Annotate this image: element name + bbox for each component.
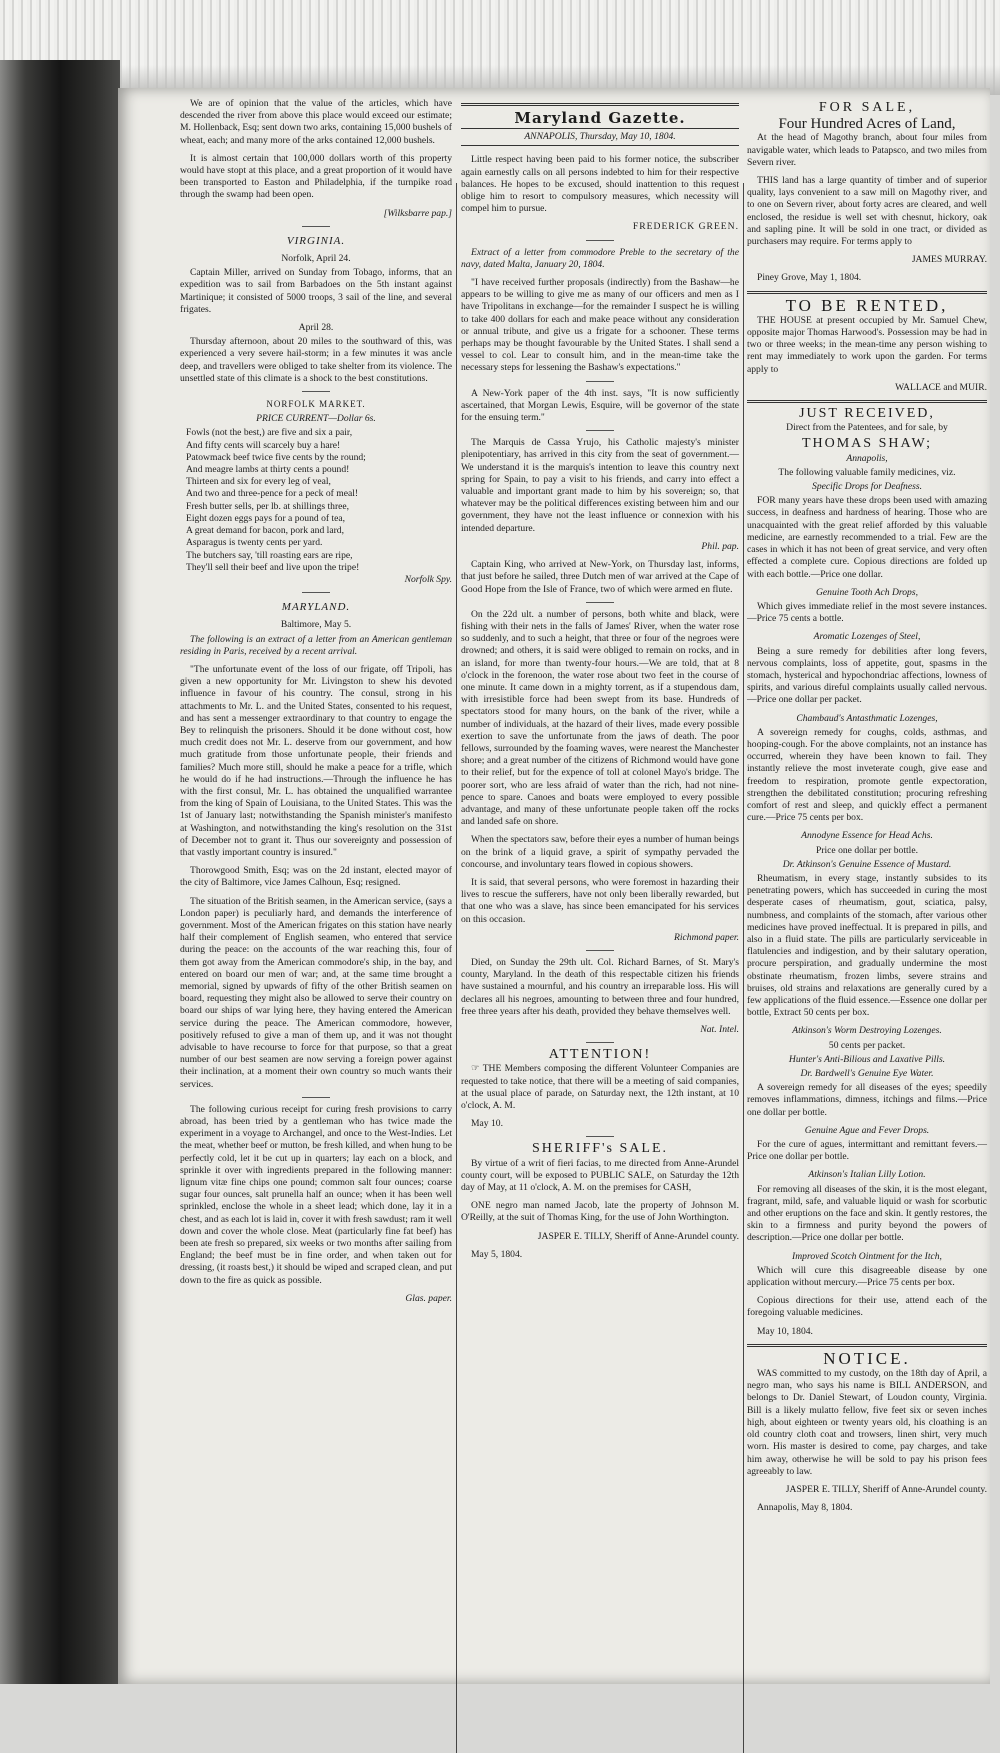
sale-location: At the head of Magothy branch, about four miles from navigable water, which leads to Patapsco, and two miles from Severn river. — [747, 132, 987, 168]
dateline-baltimore: Baltimore, May 5. — [280, 619, 352, 631]
masthead: Maryland Gazette. — [514, 109, 686, 127]
medicine-heading: Genuine Tooth Ach Drops, — [816, 586, 918, 598]
separator — [302, 592, 330, 593]
notice-runaway: WAS committed to my custody, on the 18th day of April, a negro man, who says his name is BILL ANDERSON, and belongs to Dr. Daniel Stewart, of Loudon county, Virginia. Bill is a likely mulatto fellow, five feet six or seven inches high, about eighteen or twenty years old, his cloathing is an old country cloth coat and trowsers, linen shirt, very much worn. His master is desired to come, pay charges, and take him away, otherwise he will be sold to pay his prison fees agreeably to law. — [747, 1368, 987, 1477]
article-arks: We are of opinion that the value of the articles, which have descended the river from above this place would exceed our estimate; M. Hollenback, Esq; sent down two arks, containing 15,000 bushels of wheat, each; and many more of the arks contained 12,000 bushels. — [180, 98, 452, 146]
verse-line: They'll sell their beef and live upon the tripe! — [186, 561, 360, 573]
medicines-footer: Copious directions for their use, attend each of the foregoing valuable medicines. — [747, 1295, 987, 1319]
article-new-york: A New-York paper of the 4th inst. says, "It is now sufficiently ascertained, that Morgan Lewis, Esquire, will be governor of the state for the ensuing term." — [461, 387, 739, 424]
article-yrujo: The Marquis de Cassa Yrujo, his Catholic majesty's minister plenipotentiary, has arrived in this city from the seat of government.—We understand it is the marquis's intention to leave this country next spring for Spain, to pay a visit to his friends, and carry into effect a valuable and important grant made to him by his sovereign; so, that whatever may be the political differences existing between him and our government, they have not the least influence or connexion with his intended departure. — [461, 437, 739, 534]
separator — [586, 1136, 614, 1137]
article-spectators: When the spectators saw, before their eyes a number of human beings on the brink of a liquid grave, a spirit of sympathy pervaded the concourse, and involuntary tears flowed in copious showers. — [461, 834, 739, 870]
medicine-heading: Annodyne Essence for Head Achs. — [801, 830, 933, 842]
medicine-heading: Improved Scotch Ointment for the Itch, — [792, 1250, 942, 1262]
signature-murray: JAMES MURRAY. — [911, 254, 987, 266]
separator — [586, 430, 614, 431]
article-james-river: On the 22d ult. a number of persons, both white and black, were fishing with their nets in the falls of James' River, when the water rose so suddenly, and to such a height, that three or four of the negroes were drowned; and others, it is said were obliged to remain on rocks, and in an island, for more than twenty-four hours.—We are told, that at 8 o'clock in the forenoon, the water rose about two feet in the course of one minute. It came down in a mighty torrent, as if a stupendous dam, with irresistible force had been swept from its base. Hundreds of spectators stood for many hours, on the bank of the river, while a number of individuals, at the hazard of their lives, made every possible exertion to save the unfortunate from the jaws of death. The poor fellows, surrounded by the foaming waves, were nearest the Manchester shore; and a great number of the citizens of Richmond would have gone to their relief, but for the expence of toll at colonel Mayo's bridge. The poorer sort, who are less afraid of water than the rich, had not nine-pence to spare. Canoes and boats were employed to every possible advantage, and many of these unfortunate people taken off the rocks and landed safe on shore. — [461, 608, 739, 828]
column-1 — [180, 98, 452, 1311]
column-3 — [747, 98, 987, 1520]
newspaper-page — [118, 88, 990, 1684]
article-preble: "I have received further proposals (indirectly) from the Bashaw—he appears to be willing to give me as many of our officers and men as I have Tripolitans in exchange—for the remainder I suspect he is willing to take 400 dollars for each and make peace without any consideration or annual tribute, and give us a frigate for a schooner. These terms perhaps may be thought favourable by the United States. I shall send a vessel to col. Lear to consult him, and in the mean-time take the necessary steps for lessening the Bashaw's expectations." — [461, 277, 739, 374]
heading-notice: NOTICE. — [823, 1348, 911, 1368]
heading-sheriff-sale: SHERIFF's SALE. — [532, 1141, 668, 1157]
verse-line: Patowmack beef twice five cents by the round; — [186, 451, 366, 463]
medicine-text: Being a sure remedy for debilities after long fevers, nervous complaints, loss of appetite, gout, spasms in the stomach, hysterical and hypochondriac affections, lowness of spirits, and various direful complaints usually called nervous.—Price one dollar per packet. — [747, 645, 987, 706]
medicine-heading: Aromatic Lozenges of Steel, — [813, 631, 921, 643]
signature-tilly: JASPER E. TILLY, Sheriff of Anne-Arundel county. — [785, 1483, 987, 1495]
article-seamen: The situation of the British seamen, in the American service, (says a London paper) is peculiarly hard, and demands the interference of government. Most of the American frigates on this station have nearly half their complement of English seamen, who entered that service during the peace: on the accounts of the war reaching this, four of them got away from the American commodore's ship, in the bay, and entered on board our men of war; and, at the same time brought a memorial, signed by upwards of fifty of the other British seamen on board, requesting they might also be allowed to serve their country on board our ships of war lying here, they having entered the American service during the peace. The American commodore, however, positively refused to give a man of them up, and it was not thought advisable to have recourse to force for that purpose, so that a great number of our best seamen are now serving a foreign power against their inclination, at a moment their own country so much wants their services. — [180, 895, 452, 1090]
masthead-rule — [461, 103, 739, 106]
article-hailstorm: Thursday afternoon, about 20 miles to the southward of this, was experienced a very severe hail-storm; in a few minutes it was ancle deep, and travellers were obliged to take shelter from its violence. The unsettled state of this climate is a shock to the best constitutions. — [180, 336, 452, 384]
source-nat-intel: Nat. Intel. — [700, 1024, 739, 1035]
market-verse — [180, 427, 452, 573]
medicine-heading: Genuine Ague and Fever Drops. — [804, 1124, 930, 1136]
rent-description: THE HOUSE at present occupied by Mr. Samuel Chew, opposite major Thomas Harwood's. Possession may be had in two or three weeks; in the mean-time any person wishing to rent may immediately to work upon the garden. For terms apply to — [747, 314, 987, 375]
column-2 — [461, 98, 739, 1267]
medicine-text: For the cure of agues, intermittant and remittant fevers.—Price one dollar per bottle. — [747, 1139, 987, 1163]
separator — [586, 602, 614, 603]
medicines-date: May 10, 1804. — [757, 1325, 813, 1337]
separator — [302, 226, 330, 227]
signature-tilly: JASPER E. TILLY, Sheriff of Anne-Arundel county. — [537, 1230, 739, 1242]
medicine-text: For removing all diseases of the skin, it is the most elegant, fragrant, mild, safe, and valuable liquid or wash for scorbutic and other eruptions on the face and skin. It gently restores, the skin to a firmness and purity beyond the powers of description.—Price one dollar per bottle. — [747, 1183, 987, 1244]
source-norfolk-spy: Norfolk Spy. — [404, 573, 452, 585]
verse-line: And meagre lambs at thirty cents a pound! — [186, 464, 350, 476]
column-rule-2 — [743, 183, 744, 1753]
ad-rule — [747, 291, 987, 294]
verse-line: Thirteen and six for every leg of veal, — [186, 476, 331, 488]
extract-heading: Extract of a letter from commodore Preble to the secretary of the navy, dated Malta, January 20, 1804. — [461, 246, 739, 270]
separator — [586, 381, 614, 382]
verse-line: Asparagus is twenty cents per yard. — [186, 537, 323, 549]
heading-to-be-rented: TO BE RENTED, — [785, 295, 949, 315]
medicine-text: Price one dollar per bottle. — [815, 844, 919, 856]
separator — [586, 1042, 614, 1043]
medicine-heading: Dr. Atkinson's Genuine Essence of Mustard. — [782, 858, 952, 870]
medicine-text: Which gives immediate relief in the most severe instances.—Price 75 cents a bottle. — [747, 600, 987, 625]
signature-green: FREDERICK GREEN. — [632, 221, 739, 233]
medicine-text: 50 cents per packet. — [828, 1039, 906, 1051]
verse-line: A great demand for bacon, pork and lard, — [186, 525, 344, 537]
dateline-annapolis: ANNAPOLIS, Thursday, May 10, 1804. — [461, 128, 739, 146]
sale-description: THIS land has a large quantity of timber and of superior quality, lays convenient to a saw mill on Magothy river, and to one on Severn river, about forty acres are cleared, and well enclosed, the residue is well set with chesnut, hickory, oak and sapling pine. It will be sold in one tract, or divided as purchasers may require. For terms apply to — [747, 175, 987, 248]
article-tripoli: "The unfortunate event of the loss of our frigate, off Tripoli, has given a new opportunity for Mr. Livingston to shew his devoted influence in favour of his country. The consul, strong in his attachments to Mr. L. and the United States, consented to his request, and has sent a messenger extraordinary to that country to engage the Bey to relinquish the prisoners. Should it be done without cost, how much credit does not Mr. L. deserve from our government, and how much gratitude from those unfortunate people, their friends and families? Much more still, should he make a peace for a trifle, which he would do if he had instructions.—Through the influence he has with the first consul, Mr. L. has obtained the unqualified warrantee from the king of Spain of Louisiana, to the United States. This was the 1st of January last; notwithstanding the Spanish minister's manifesto at Washington, and notwithstanding the king's resolution on the 31st of December not to grant it. Thus our sovereignty and possession of that vastly important country is insured." — [180, 663, 452, 858]
ad-rule — [747, 1344, 987, 1347]
separator — [302, 391, 330, 392]
sheriff-sale-terms: By virtue of a writ of fieri facias, to me directed from Anne-Arundel county court, will be exposed to PUBLIC SALE, on Saturday the 12th day of May, at 11 o'clock, A. M. on the premises for CASH, — [461, 1157, 739, 1194]
medicine-heading: Dr. Bardwell's Genuine Eye Water. — [800, 1068, 934, 1080]
article-barnes: Died, on Sunday the 29th ult. Col. Richard Barnes, of St. Mary's county, Maryland. In the death of this respectable citizen his friends have sustained a mournful, and his country an irreparable loss. His will declares all his negroes, amounting to between three and four hundred, free three years after his death, provided they behave themselves well. — [461, 956, 739, 1017]
merchant-name: THOMAS SHAW; — [801, 436, 933, 452]
source-wilksbarre: [Wilksbarre pap.] — [383, 207, 452, 219]
article-mayor: Thorowgood Smith, Esq; was on the 2d instant, elected mayor of the city of Baltimore, vice James Calhoun, Esq; resigned. — [180, 865, 452, 889]
scan-top-edge — [0, 0, 1000, 95]
letter-intro: The following is an extract of a letter from an American gentleman residing in Paris, received by a recent arrival. — [180, 633, 452, 657]
heading-virginia: VIRGINIA. — [286, 234, 346, 247]
article-expedition: Captain Miller, arrived on Sunday from Tobago, informs, that an expedition was to sail from Barbadoes on the 5th instant against Martinique; it consisted of 5000 troops, 3 sail of the line, and several frigates. — [180, 267, 452, 315]
verse-line: The butchers say, 'till roasting ears are ripe, — [186, 549, 353, 561]
subheading-land: Four Hundred Acres of Land, — [778, 116, 956, 133]
sheriff-sale-item: ONE negro man named Jacob, late the property of Johnson M. O'Reilly, at the suit of Thomas King, for the use of John Worthington. — [461, 1200, 739, 1224]
heading-norfolk-market: NORFOLK MARKET. — [266, 399, 366, 410]
heading-just-received: JUST RECEIVED, — [799, 406, 935, 422]
ad-rule — [747, 400, 987, 403]
verse-line: Eight dozen eggs pays for a pound of tea, — [186, 512, 346, 524]
sale-date: Piney Grove, May 1, 1804. — [757, 272, 862, 284]
notice-date: Annapolis, May 8, 1804. — [757, 1502, 853, 1514]
medicine-heading: Atkinson's Italian Lilly Lotion. — [808, 1169, 926, 1181]
separator — [302, 1097, 330, 1098]
source-phil-pap: Phil. pap. — [701, 540, 739, 552]
verse-line: Fresh butter sells, per lb. at shillings three, — [186, 500, 350, 512]
article-arks-cont: It is almost certain that 100,000 dollars worth of this property would have stopt at this place, and a great proportion of it would have been transported to Easton and Philadelphia, if the turnpike road through the swamp had been open. — [180, 152, 452, 201]
notice-green: Little respect having been paid to his former notice, the subscriber again earnestly calls on all persons indebted to him for their respective balances. He hopes to be excused, should inattention to this request oblige him to resort to compulsory measures, which necessity will compel him to pursue. — [461, 154, 739, 215]
medicine-text: Rheumatism, in every stage, instantly subsides to its penetrating powers, which has succeeded in curing the most desperate cases of rheumatism, gout, sciatica, palsy, numbness, and complaints of the stomach, after various other medicines have proved ineffectual. It is prepared in pills, and also in a fluid state. The pills are particularly serviceable in flatulencies and indigestion, and by their salutary operation, procure perspiration, and gradually undermine the most obstinate rheumatism, frozen limbs, severe strains and bruises, old strains and relaxations are generally cured by a few applications of the fluid essence.—Essence one dollar per bottle, Extract 50 cents per box. — [747, 872, 987, 1019]
article-rewarded: It is said, that several persons, who were foremost in hazarding their lives to rescue the sufferers, have not only been liberally rewarded, but that one who was a slave, has since been emancipated for his services on this occasion. — [461, 876, 739, 925]
medicine-text: A sovereign remedy for all diseases of the eyes; speedily removes inflammations, dimness, itchings and films.—Price one dollar per bottle. — [747, 1082, 987, 1118]
medicine-text: Which will cure this disagreeable disease by one application without mercury.—Price 75 cents per box. — [747, 1264, 987, 1289]
article-receipt: The following curious receipt for curing fresh provisions to carry abroad, has been tried by a gentleman who has twice made the experiment in a voyage to Archangel, and once to the West-Indies. Let the meat, whether beef or mutton, be fresh killed, and when hung to be perfectly cold, let it be cut up in quarters; lay each on a block, and sprinkle it over with ingredients prepared in the following manner: lignum vitæ fine chips one pound; common salt four ounces; coarse sugar four ounces, salt prunella half an ounce; when it has been well sprinkled, enclose the whole in a sheet lead; which done, lay it in a chest, and as each lot is laid in, cover it with fresh sawdust; ram it well down and cover the whole close. Meat (particularly fine fat beef) has been ate fresh so prepared, six weeks or two months after sailing from England; the beef must be in fine order, and when taken out for dressing, (it roasts best,) it should be wiped and scraped clean, and put down to the fire as quick as possible. — [180, 1103, 452, 1286]
attention-date: May 10. — [471, 1118, 503, 1130]
sheriff-sale-date: May 5, 1804. — [471, 1248, 523, 1260]
medicine-heading: Atkinson's Worm Destroying Lozenges. — [792, 1025, 942, 1037]
notice-volunteers: ☞ THE Members composing the different Volunteer Companies are requested to take notice, that there will be a meeting of said companies, at the usual place of parade, on Saturday next, the 12th instant, at 10 o'clock, A. M. — [461, 1063, 739, 1112]
heading-maryland: MARYLAND. — [281, 601, 351, 614]
medicine-heading: Specific Drops for Deafness. — [812, 481, 922, 493]
heading-for-sale: FOR SALE, — [818, 100, 916, 115]
book-binding — [0, 60, 120, 1684]
medicines-intro: The following valuable family medicines, viz. — [778, 466, 956, 478]
price-current: PRICE CURRENT—Dollar 6s. — [256, 413, 376, 425]
verse-line: And two and three-pence for a peck of meal! — [186, 488, 359, 500]
heading-attention: ATTENTION! — [548, 1047, 652, 1063]
source-richmond: Richmond paper. — [673, 931, 739, 943]
received-subheading: Direct from the Patentees, and for sale, by — [786, 422, 948, 434]
medicine-heading: Hunter's Anti-Bilious and Laxative Pills. — [788, 1053, 946, 1065]
merchant-place: Annapolis, — [846, 452, 888, 464]
medicine-heading: Chambaud's Antasthmatic Lozenges, — [796, 712, 938, 724]
verse-line: Fowls (not the best,) are five and six a pair, — [186, 427, 353, 439]
separator — [586, 240, 614, 241]
medicine-text: FOR many years have these drops been used with amazing success, in deafness and hardness of hearing. Those who are unacquainted with the great relief afforded by this valuable medicine, are earnestly recommended to a trial. Few are the cases in which it has not been of great service, and very often effected a complete cure. Copious directions are folded up with each bottle.—Price one dollar. — [747, 495, 987, 580]
article-captain-king: Captain King, who arrived at New-York, on Thursday last, informs, that just before he sailed, three Dutch men of war arrived at the Cape of Good Hope from the Isle of France, two of which were armed en flute. — [461, 559, 739, 595]
dateline-norfolk: Norfolk, April 24. — [281, 253, 351, 265]
dateline-april-28: April 28. — [298, 322, 334, 334]
medicine-text: A sovereign remedy for coughs, colds, asthmas, and hooping-cough. For the above complaints, not an instance has occurred, wherein they have been known to fail. They instantly relieve the most inveterate cough, give ease and freedom to respiration, promote gentle expectoration, strengthen the debilitated constitution; procuring refreshing comfort of rest and sleep, and quickly effect a permanent cure.—Price 75 cents per box. — [747, 726, 987, 824]
verse-line: And fifty cents will scarcely buy a hare! — [186, 439, 341, 451]
signature-wallace-muir: WALLACE and MUIR. — [895, 381, 987, 393]
source-glas-paper: Glas. paper. — [405, 1292, 452, 1304]
column-rule-1 — [456, 183, 457, 1753]
separator — [586, 950, 614, 951]
